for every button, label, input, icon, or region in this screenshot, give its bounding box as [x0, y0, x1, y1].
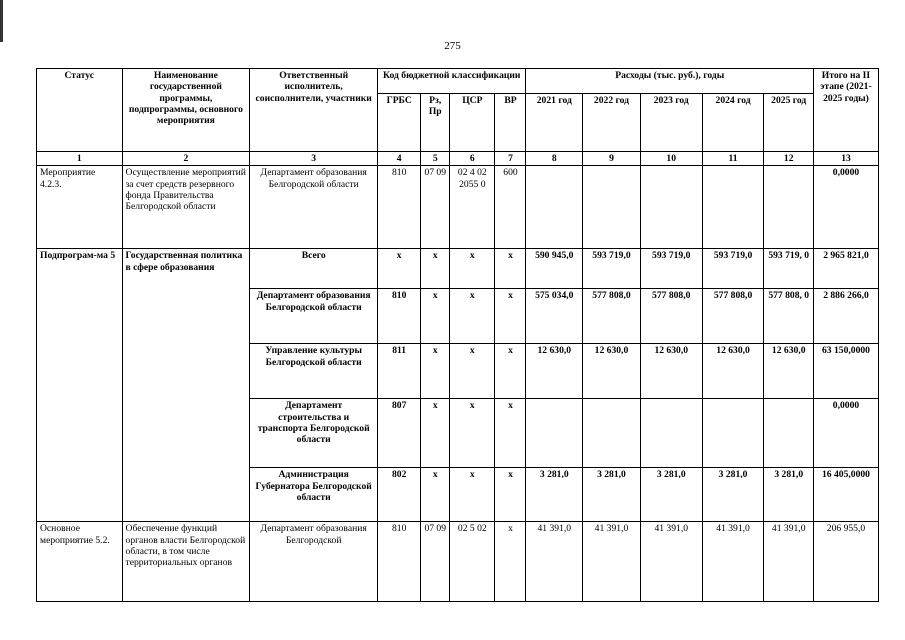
cell-2024: 3 281,0 [702, 468, 764, 522]
cell-csr: x [450, 468, 495, 522]
cell-2024 [702, 399, 764, 468]
cell-csr: x [450, 249, 495, 289]
header-2023: 2023 год [640, 94, 702, 152]
header-executor: Ответственный исполнитель, соисполнители, участники [250, 69, 378, 152]
cell-executor: Администрация Губернатора Белгородской области [250, 468, 378, 522]
cell-rzpr: x [421, 289, 450, 344]
cell-2022: 41 391,0 [583, 522, 641, 602]
column-number: 5 [421, 152, 450, 166]
cell-program-name: Государственная политика в сфере образования [122, 249, 250, 522]
header-2021: 2021 год [526, 94, 583, 152]
cell-2025: 3 281,0 [764, 468, 814, 522]
header-program-name: Наименование государственной программы, подпрограммы, основного мероприятия [122, 69, 250, 152]
cell-total: 2 965 821,0 [813, 249, 878, 289]
cell-vr: x [495, 522, 526, 602]
header-2022: 2022 год [583, 94, 641, 152]
cell-csr: 02 4 02 2055 0 [450, 166, 495, 249]
cell-grbs: 810 [378, 289, 421, 344]
cell-2023: 41 391,0 [640, 522, 702, 602]
budget-table [36, 68, 879, 602]
column-number: 12 [764, 152, 814, 166]
cell-vr: 600 [495, 166, 526, 249]
cell-csr: 02 5 02 [450, 522, 495, 602]
cell-total: 206 955,0 [813, 522, 878, 602]
cell-2025: 12 630,0 [764, 344, 814, 399]
cell-2023: 593 719,0 [640, 249, 702, 289]
cell-grbs: 807 [378, 399, 421, 468]
cell-total: 63 150,0000 [813, 344, 878, 399]
cell-grbs: 810 [378, 522, 421, 602]
cell-total: 2 886 266,0 [813, 289, 878, 344]
table-row [37, 166, 879, 249]
cell-vr: x [495, 249, 526, 289]
column-number: 1 [37, 152, 123, 166]
cell-2022: 577 808,0 [583, 289, 641, 344]
cell-executor: Департамент образования Белгородской области [250, 289, 378, 344]
header-2024: 2024 год [702, 94, 764, 152]
cell-rzpr: 07 09 [421, 166, 450, 249]
cell-2023: 3 281,0 [640, 468, 702, 522]
cell-2025: 593 719, 0 [764, 249, 814, 289]
scan-edge-mark [0, 0, 3, 42]
cell-grbs: 802 [378, 468, 421, 522]
cell-2021 [526, 399, 583, 468]
cell-2024: 12 630,0 [702, 344, 764, 399]
cell-2022: 12 630,0 [583, 344, 641, 399]
cell-2021: 575 034,0 [526, 289, 583, 344]
cell-total: 0,0000 [813, 166, 878, 249]
cell-total: 0,0000 [813, 399, 878, 468]
cell-program-name: Осуществление мероприятий за счет средств резервного фонда Правительства Белгородской области [122, 166, 250, 249]
cell-status: Основное мероприятие 5.2. [37, 522, 123, 602]
cell-2024: 41 391,0 [702, 522, 764, 602]
header-vr: ВР [495, 94, 526, 152]
cell-2021: 3 281,0 [526, 468, 583, 522]
column-number-row [37, 152, 879, 166]
column-number: 11 [702, 152, 764, 166]
cell-2023: 577 808,0 [640, 289, 702, 344]
column-number: 7 [495, 152, 526, 166]
cell-executor: Всего [250, 249, 378, 289]
cell-rzpr: x [421, 468, 450, 522]
table-row [37, 249, 879, 289]
cell-csr: x [450, 344, 495, 399]
header-status: Статус [37, 69, 123, 152]
cell-2022 [583, 399, 641, 468]
cell-2025 [764, 166, 814, 249]
header-total: Итого на II этапе (2021-2025 годы) [813, 69, 878, 152]
cell-2025 [764, 399, 814, 468]
cell-2021 [526, 166, 583, 249]
table-row [37, 522, 879, 602]
cell-grbs: x [378, 249, 421, 289]
cell-executor: Управление культуры Белгородской области [250, 344, 378, 399]
header-rzpr: Рз, Пр [421, 94, 450, 152]
cell-program-name: Обеспечение функций органов власти Белгородской области, в том числе территориальных органов [122, 522, 250, 602]
column-number: 2 [122, 152, 250, 166]
page-number: 275 [444, 40, 461, 52]
cell-2021: 590 945,0 [526, 249, 583, 289]
column-number: 10 [640, 152, 702, 166]
header-2025: 2025 год [764, 94, 814, 152]
cell-rzpr: 07 09 [421, 522, 450, 602]
cell-executor: Департамент строительства и транспорта Белгородской области [250, 399, 378, 468]
cell-status: Мероприятие 4.2.3. [37, 166, 123, 249]
header-csr: ЦСР [450, 94, 495, 152]
cell-rzpr: x [421, 399, 450, 468]
cell-2021: 41 391,0 [526, 522, 583, 602]
column-number: 4 [378, 152, 421, 166]
cell-2022: 3 281,0 [583, 468, 641, 522]
cell-grbs: 811 [378, 344, 421, 399]
cell-2024: 577 808,0 [702, 289, 764, 344]
column-number: 13 [813, 152, 878, 166]
cell-2023 [640, 166, 702, 249]
cell-csr: x [450, 399, 495, 468]
cell-executor: Департамент образования Белгородской области [250, 166, 378, 249]
cell-total: 16 405,0000 [813, 468, 878, 522]
cell-grbs: 810 [378, 166, 421, 249]
column-number: 3 [250, 152, 378, 166]
header-grbs: ГРБС [378, 94, 421, 152]
header-budget-code: Код бюджетной классификации [378, 69, 526, 94]
cell-2024: 593 719,0 [702, 249, 764, 289]
cell-2025: 577 808, 0 [764, 289, 814, 344]
cell-rzpr: x [421, 344, 450, 399]
cell-csr: x [450, 289, 495, 344]
cell-rzpr: x [421, 249, 450, 289]
cell-vr: x [495, 468, 526, 522]
column-number: 8 [526, 152, 583, 166]
cell-2022: 593 719,0 [583, 249, 641, 289]
cell-status: Подпрограм-ма 5 [37, 249, 123, 522]
cell-vr: x [495, 399, 526, 468]
cell-2022 [583, 166, 641, 249]
cell-2021: 12 630,0 [526, 344, 583, 399]
header-expenses: Расходы (тыс. руб.), годы [526, 69, 814, 94]
cell-2024 [702, 166, 764, 249]
cell-2023 [640, 399, 702, 468]
column-number: 6 [450, 152, 495, 166]
cell-vr: x [495, 344, 526, 399]
cell-2023: 12 630,0 [640, 344, 702, 399]
cell-executor: Департамент образования Белгородской [250, 522, 378, 602]
cell-vr: x [495, 289, 526, 344]
cell-2025: 41 391,0 [764, 522, 814, 602]
column-number: 9 [583, 152, 641, 166]
